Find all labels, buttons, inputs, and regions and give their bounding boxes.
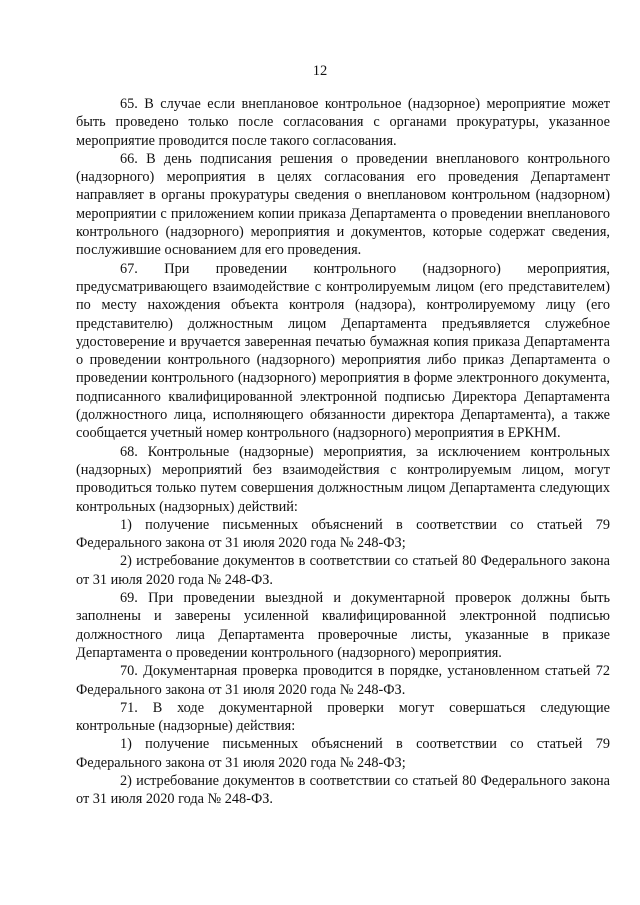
paragraph-71-item-1: 1) получение письменных объяснений в соответствии со статьей 79 Федерального закона от 31 июля 2020 года № 248-ФЗ;	[76, 736, 610, 771]
paragraph-71-item-2: 2) истребование документов в соответствии со статьей 80 Федерального закона от 31 июля 2020 года № 248-ФЗ.	[76, 772, 610, 808]
paragraph-70: 70. Документарная проверка проводится в порядке, установленном статьей 72 Федерального закона от 31 июля 2020 года № 248-ФЗ.	[76, 663, 610, 698]
paragraph-66: 66. В день подписания решения о проведении внепланового контрольного (надзорного) мероприятия в целях согласования его проведения Департамент направляет в органы прокуратуры сведения о внеплановом контрольном (надзорном) мероприятии с приложением копии приказа Департамента о проведении внепланового контрольного (надзорного) мероприятия и документов, которые содержат сведения, послужившие основанием для его проведения.	[76, 150, 610, 259]
paragraph-69: 69. При проведении выездной и документарной проверок должны быть заполнены и заверены усиленной квалифицированной электронной подписью должностного лица Департамента проверочные листы, указанные в приказе Департамента о проведении контрольного (надзорного) мероприятия.	[76, 590, 610, 661]
paragraph-68: 68. Контрольные (надзорные) мероприятия, за исключением контрольных (надзорных) мероприятий без взаимодействия с контролируемым лицом, могут проводиться только путем совершения должностным лицом Департамента следующих контрольных (надзорных) действий:	[76, 443, 610, 515]
paragraph-71: 71. В ходе документарной проверки могут совершаться следующие контрольные (надзорные) действия:	[76, 699, 610, 735]
paragraph-68-item-2: 2) истребование документов в соответствии со статьей 80 Федерального закона от 31 июля 2020 года № 248-ФЗ.	[76, 553, 610, 588]
document-body	[76, 95, 610, 809]
page-number: 12	[312, 63, 328, 79]
paragraph-67: 67. При проведении контрольного (надзорного) мероприятия, предусматривающего взаимодействие с контролируемым лицом (его представителем) по месту нахождения объекта контроля (надзора), контролируемому лицу (его представителю) должностным лицом Департамента предъявляется служебное удостоверение и вручается заверенная печатью бумажная копия приказа Департамента о проведении контрольного (надзорного) мероприятия либо приказ Департамента о проведении контрольного (надзорного) мероприятия в форме электронного документа, подписанного квалифицированной электронной подписью Директора Департамента (должностного лица, исполняющего обязанности директора Департамента), а также сообщается учетный номер контрольного (надзорного) мероприятия в ЕРКНМ.	[76, 260, 610, 442]
paragraph-68-item-1: 1) получение письменных объяснений в соответствии со статьей 79 Федерального закона от 31 июля 2020 года № 248-ФЗ;	[76, 516, 610, 552]
paragraph-65: 65. В случае если внеплановое контрольное (надзорное) мероприятие может быть проведено только после согласования с органами прокуратуры, указанное мероприятие проводится после такого согласования.	[76, 96, 610, 149]
